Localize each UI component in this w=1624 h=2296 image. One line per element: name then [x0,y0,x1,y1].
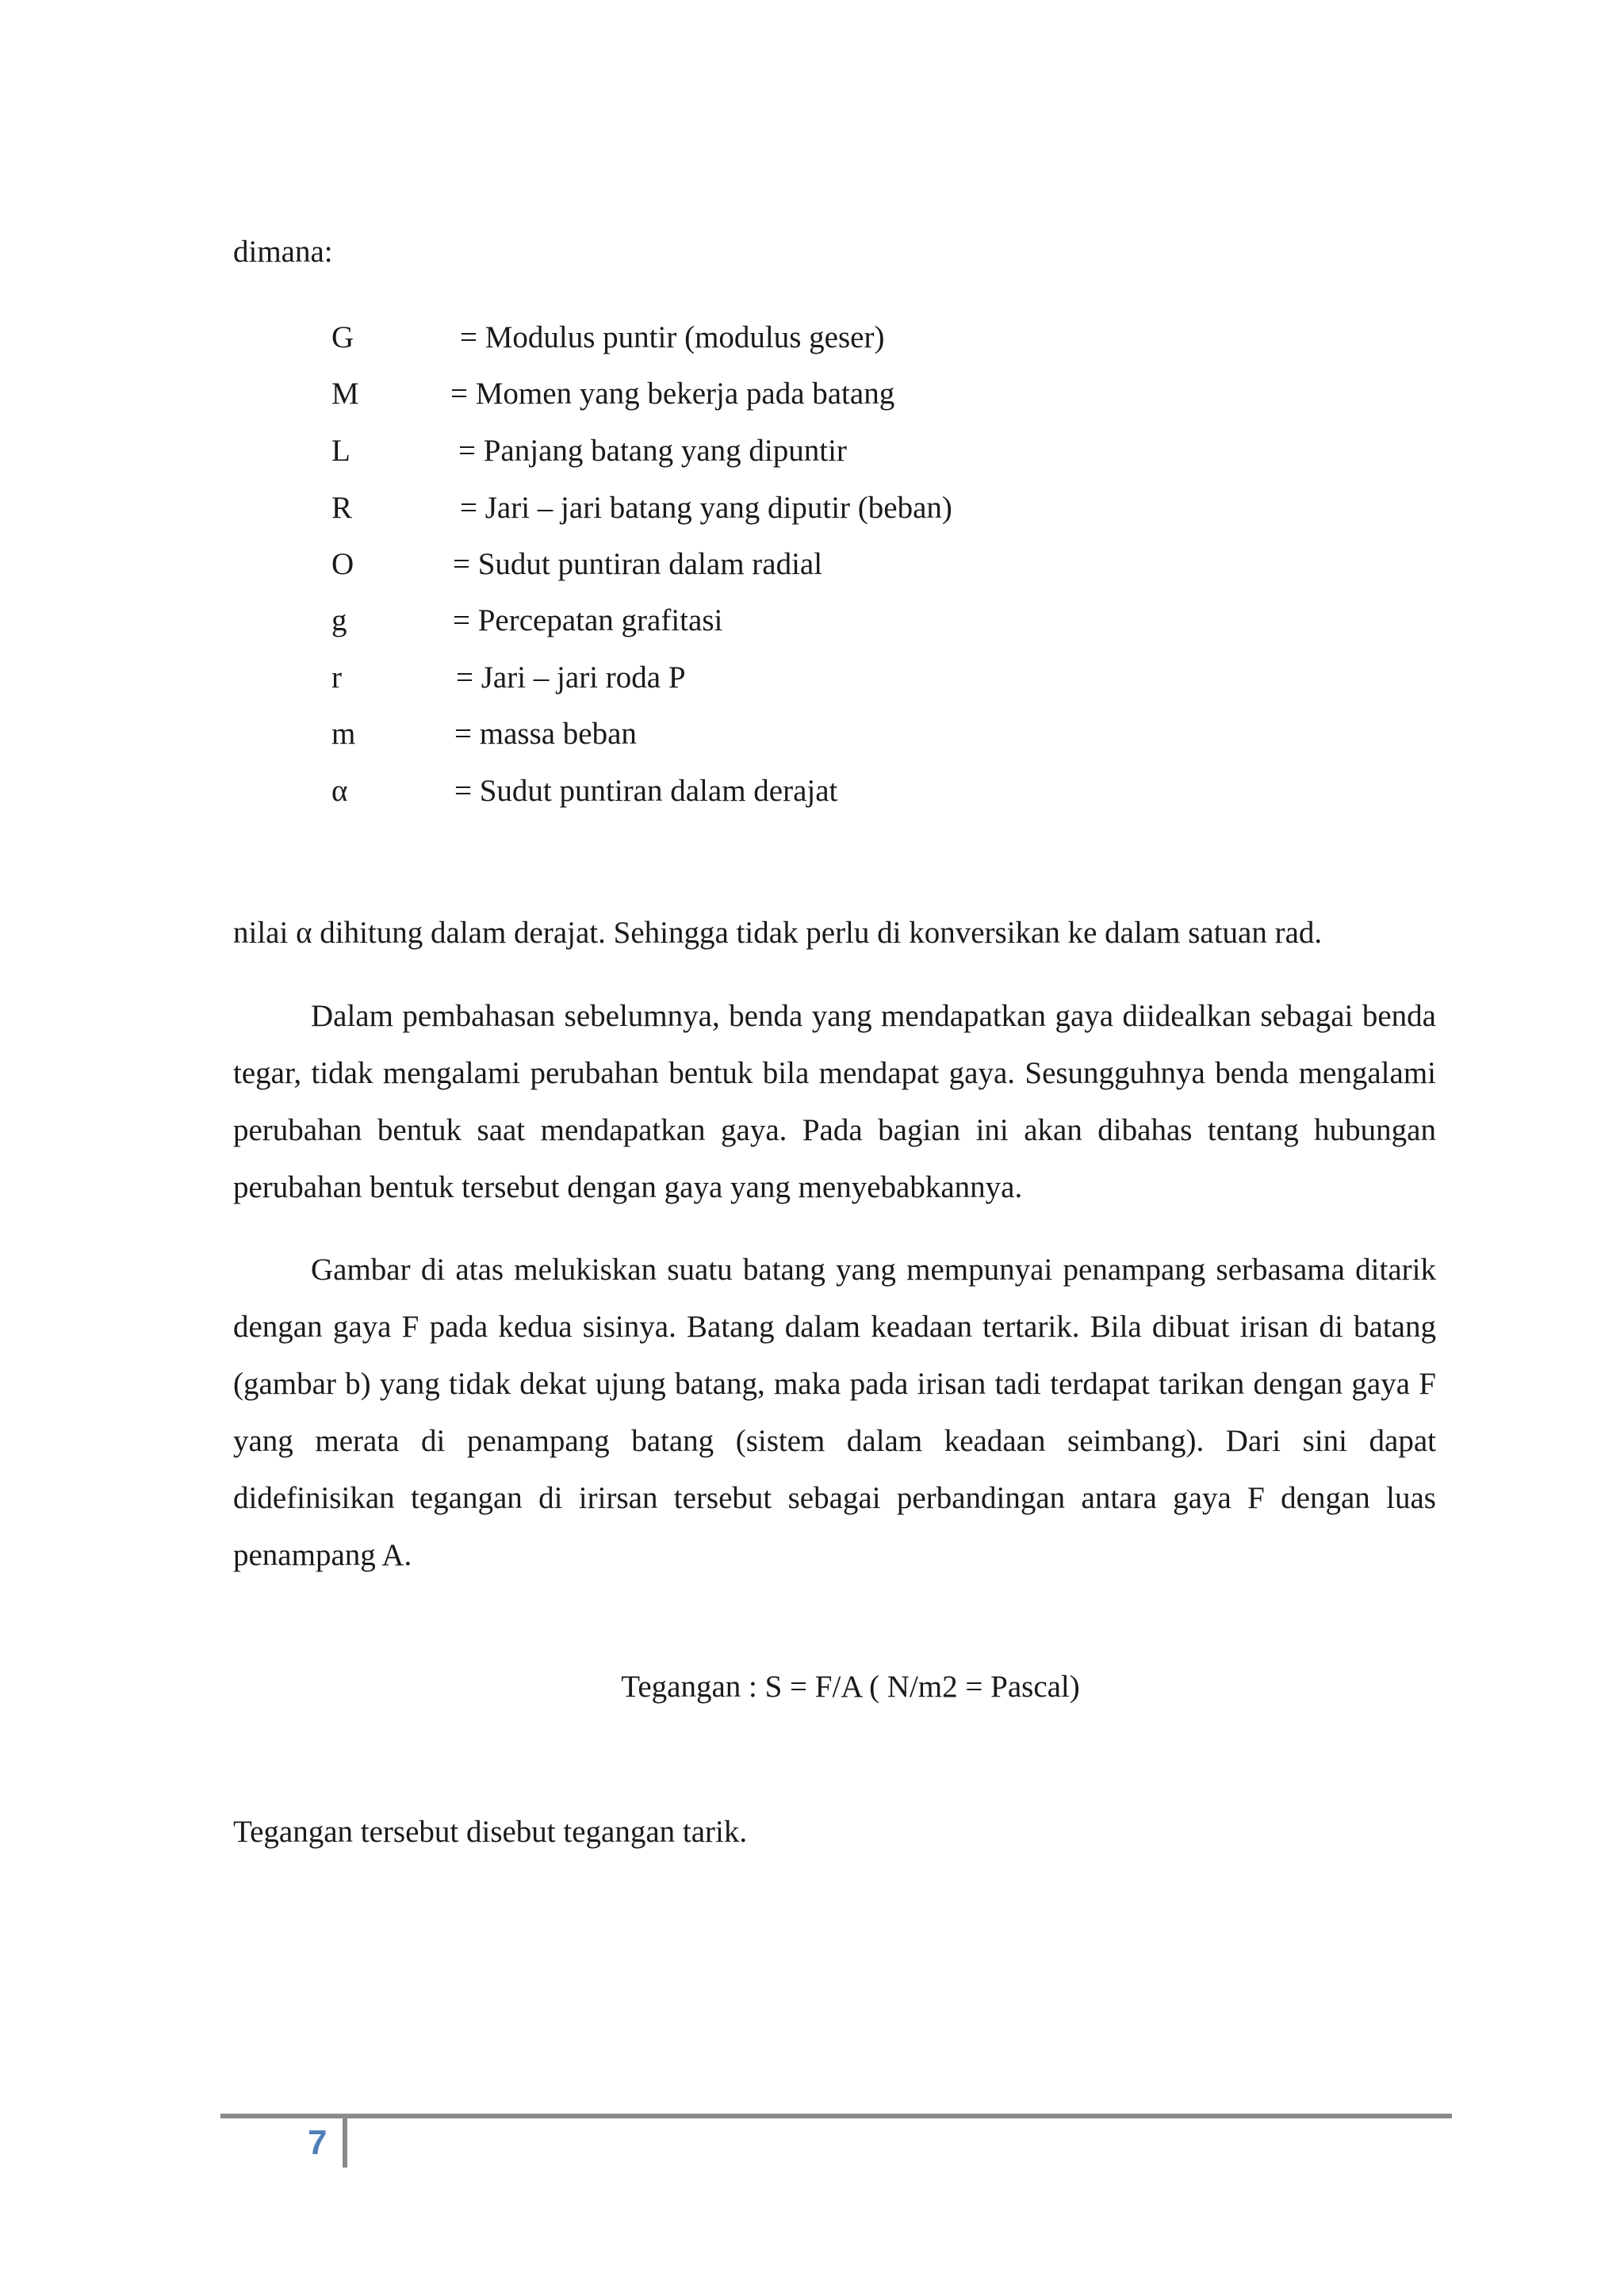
definition-text: = Percepatan grafitasi [453,603,723,637]
definition-symbol: M [331,377,359,411]
definition-symbol: r [331,660,342,695]
body-paragraph: Dalam pembahasan sebelumnya, benda yang mendapatkan gaya diidealkan sebagai benda tegar, tidak mengalami perubahan bentuk bila mendapat gaya. Sesungguhnya benda mengalami perubahan bentuk saat mendapatkan gaya. Pada bagian ini akan dibahas tentang hubungan perubahan bentuk tersebut dengan gaya yang menyebabkannya. [233,999,1436,1204]
definition-text: = Sudut puntiran dalam derajat [454,774,838,808]
intro-label: dimana: [233,235,333,269]
definition-text: = Jari – jari batang yang diputir (beban) [460,491,952,525]
definition-symbol: L [331,434,350,468]
definition-text: = Panjang batang yang dipuntir [458,434,847,468]
footer-divider [343,2118,347,2168]
definition-text: = Modulus puntir (modulus geser) [460,320,885,354]
body-paragraph: Gambar di atas melukiskan suatu batang yang mempunyai penampang serbasama ditarik dengan gaya F pada kedua sisinya. Batang dalam keadaan tertarik. Bila dibuat irisan di batang (gambar b) yang tidak dekat ujung batang, maka pada irisan tadi terdapat tarikan dengan gaya F yang merata di penampang batang (sistem dalam keadaan seimbang). Dari sini dapat didefinisikan tegangan di irirsan tersebut sebagai perbandingan antara gaya F dengan luas penampang A. [233,1253,1436,1572]
definition-symbol: g [331,603,347,637]
definition-text: = Momen yang bekerja pada batang [450,377,895,411]
closing-line: Tegangan tersebut disebut tegangan tarik. [233,1815,748,1849]
definition-text: = Jari – jari roda P [456,660,686,695]
definition-symbol: G [331,320,354,354]
definition-text: = massa beban [454,717,637,751]
definition-symbol: O [331,547,354,581]
note-line: nilai α dihitung dalam derajat. Sehingga tidak perlu di konversikan ke dalam satuan rad. [233,916,1323,950]
definition-symbol: R [331,491,353,525]
footer-rule [220,2114,1452,2118]
definition-symbol: m [331,717,356,751]
definition-text: = Sudut puntiran dalam radial [453,547,823,581]
formula: Tegangan : S = F/A ( N/m2 = Pascal) [621,1670,1080,1704]
definition-symbol: α [331,774,348,808]
page-number: 7 [308,2123,327,2162]
